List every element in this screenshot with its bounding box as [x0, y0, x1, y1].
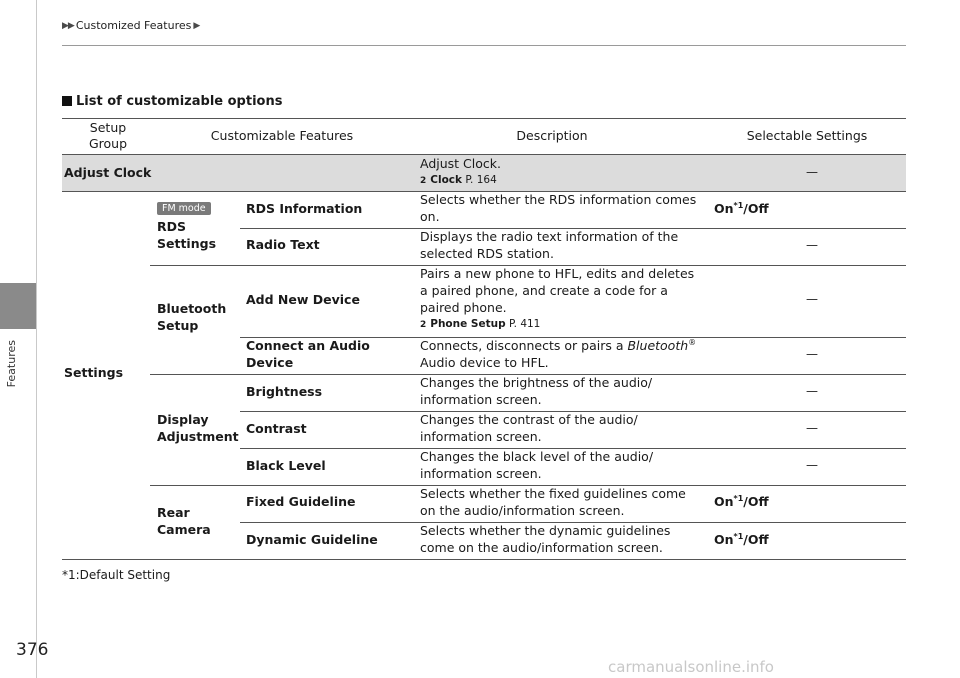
setting-on: On [714, 201, 734, 216]
bluetooth-trademark: Bluetooth [627, 338, 689, 353]
registered-mark: ® [688, 338, 697, 347]
xref-arrow-icon: 2 [420, 319, 427, 330]
table-bottom-rule [62, 559, 906, 560]
fixed-guideline-setting [714, 494, 769, 511]
footnote-ref: *1 [733, 201, 744, 210]
black-level-desc: Changes the black level of the audio/ information screen. [420, 449, 654, 481]
add-new-device-label: Add New Device [246, 292, 360, 307]
watermark: carmanualsonline.info [608, 658, 774, 676]
radio-text-setting: — [806, 238, 818, 252]
desc-part: Connects, disconnects or pairs a [420, 338, 628, 353]
setting-on: On [714, 494, 734, 509]
dynamic-guideline-setting [714, 532, 769, 549]
add-new-device-desc [420, 266, 705, 331]
section-title [62, 94, 282, 109]
rds-information-desc: Selects whether the RDS information comes on. [420, 192, 697, 224]
fm-mode-badge: FM mode [157, 202, 211, 215]
black-level-setting: — [806, 458, 818, 472]
radio-text-label: Radio Text [246, 237, 320, 252]
setting-off: /Off [743, 201, 769, 216]
clock-xref-page: P. 164 [465, 173, 497, 186]
footnote-ref: *1 [733, 494, 744, 503]
side-tab-marker [0, 283, 36, 329]
xref-arrow-icon: 2 [420, 175, 427, 186]
contrast-setting: — [806, 421, 818, 435]
connect-audio-device-desc [420, 338, 705, 372]
adjust-clock-row [62, 155, 906, 191]
display-group-label: Display Adjustment [157, 412, 239, 444]
adjust-clock-desc-text: Adjust Clock. [420, 156, 501, 171]
contrast-desc: Changes the contrast of the audio/ information screen. [420, 412, 638, 444]
phone-setup-xref-link[interactable]: Phone Setup [430, 317, 506, 330]
footnote: *1:Default Setting [62, 568, 171, 582]
side-tab-label: Features [5, 340, 18, 388]
header-customizable-features: Customizable Features [210, 128, 354, 144]
rds-group-label: RDS Settings [157, 219, 217, 251]
radio-text-desc: Displays the radio text information of the selected RDS station. [420, 229, 679, 261]
setting-on: On [714, 532, 734, 547]
contrast-label: Contrast [246, 421, 307, 436]
bluetooth-group-label: Bluetooth Setup [157, 301, 227, 333]
adjust-clock-label: Adjust Clock [64, 165, 152, 180]
dynamic-guideline-desc: Selects whether the dynamic guidelines come on the audio/information screen. [420, 523, 671, 555]
breadcrumb-item[interactable]: Customized Features [75, 19, 192, 32]
brightness-desc: Changes the brightness of the audio/ information screen. [420, 375, 653, 407]
double-triangle-icon: ▶▶ [62, 20, 74, 31]
adjust-clock-description [420, 156, 501, 187]
desc-part: Audio device to HFL. [420, 354, 549, 370]
header-selectable-settings: Selectable Settings [746, 128, 868, 144]
settings-group-label: Settings [64, 365, 124, 380]
page-number: 376 [16, 640, 49, 660]
connect-audio-device-setting: — [806, 347, 818, 361]
brightness-label: Brightness [246, 384, 323, 399]
rds-information-setting [714, 201, 769, 218]
add-new-device-setting: — [806, 292, 818, 306]
connect-audio-device-label: Connect an Audio Device [246, 338, 370, 370]
header-setup-group: Setup Group [88, 120, 128, 151]
add-new-device-desc-text: Pairs a new phone to HFL, edits and deletes a paired phone, and create a code for a paired phone. [420, 266, 695, 315]
adjust-clock-setting: — [806, 165, 818, 179]
square-bullet-icon [62, 96, 72, 106]
clock-xref-link[interactable]: Clock [430, 173, 462, 186]
rds-information-label: RDS Information [246, 201, 363, 216]
side-divider [36, 0, 37, 678]
footnote-ref: *1 [733, 532, 744, 541]
fixed-guideline-label: Fixed Guideline [246, 494, 356, 509]
fixed-guideline-desc: Selects whether the fixed guidelines come on the audio/information screen. [420, 486, 686, 518]
setting-off: /Off [743, 532, 769, 547]
rear-camera-group-label: Rear Camera [157, 505, 211, 537]
dynamic-guideline-label: Dynamic Guideline [246, 532, 378, 547]
breadcrumb [62, 19, 199, 32]
triangle-icon: ▶ [193, 20, 200, 31]
setting-off: /Off [743, 494, 769, 509]
brightness-setting: — [806, 384, 818, 398]
header-divider [62, 45, 906, 46]
header-description: Description [516, 128, 588, 144]
black-level-label: Black Level [246, 458, 326, 473]
section-title-text: List of customizable options [76, 94, 283, 109]
phone-setup-xref-page: P. 411 [508, 317, 541, 330]
